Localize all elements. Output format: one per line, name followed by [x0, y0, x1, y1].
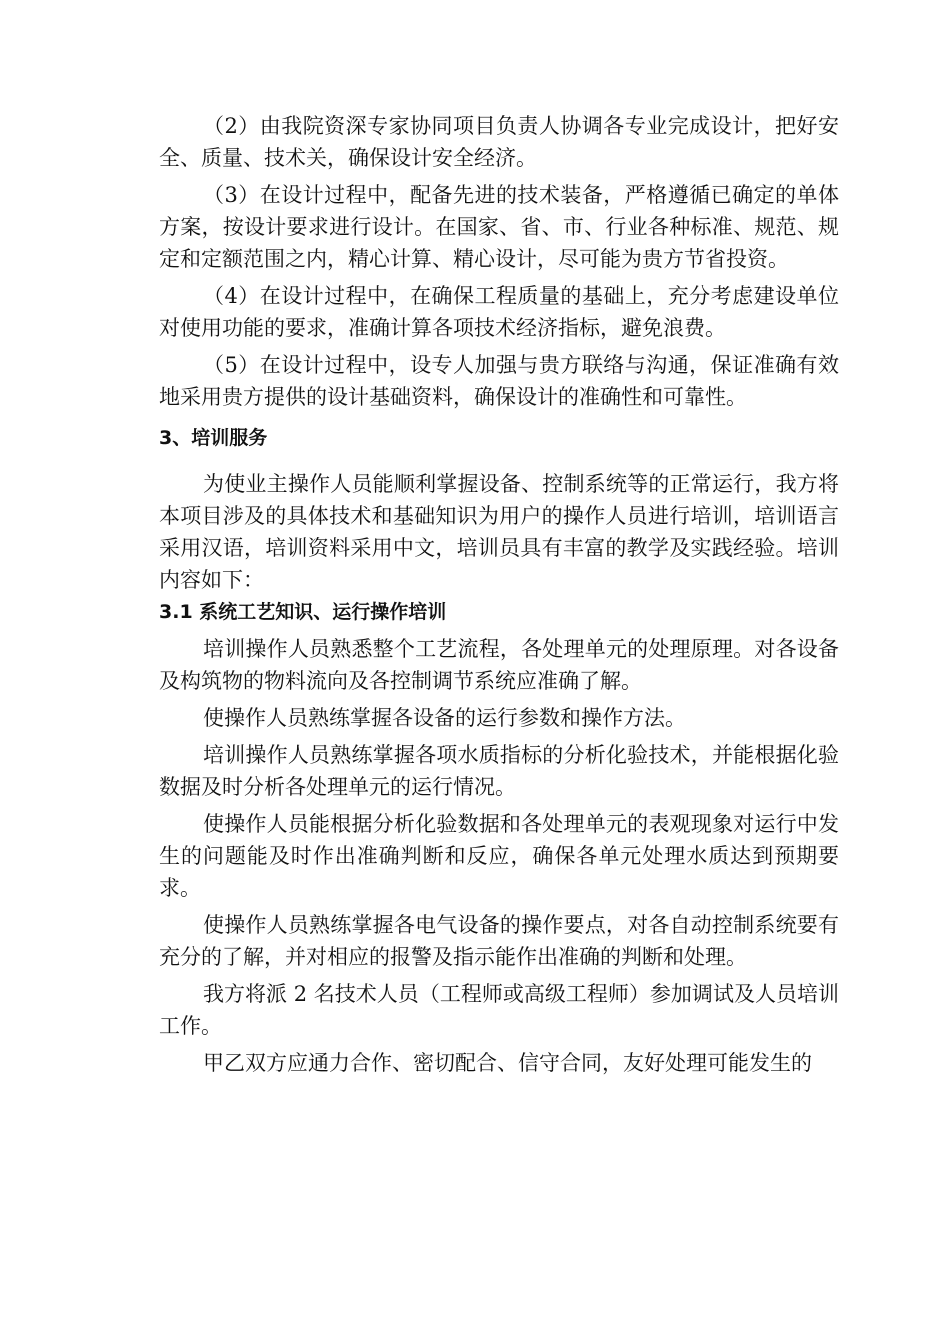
paragraph-training-7: 甲乙双方应通力合作、密切配合、信守合同，友好处理可能发生的	[203, 1051, 812, 1075]
paragraph-training-5: 使操作人员熟练掌握各电气设备的操作要点，对各自动控制系统要有充分的了解，并对相应的报警及指示能作出准确的判断和处理。	[159, 913, 839, 969]
paragraph-training-3: 培训操作人员熟练掌握各项水质指标的分析化验技术，并能根据化验数据及时分析各处理单元的运行情况。	[159, 743, 839, 799]
paragraph-training-intro: 为使业主操作人员能顺利掌握设备、控制系统等的正常运行，我方将本项目涉及的具体技术和基础知识为用户的操作人员进行培训，培训语言采用汉语，培训资料采用中文，培训员具有丰富的教学及实践经验。培训内容如下：	[159, 472, 839, 592]
paragraph-design-item-3: （3）在设计过程中，配备先进的技术装备，严格遵循已确定的单体方案，按设计要求进行设计。在国家、省、市、行业各种标准、规范、规定和定额范围之内，精心计算、精心设计，尽可能为贵方节省投资。	[159, 183, 839, 271]
document-body	[159, 110, 839, 1084]
paragraph-design-item-4: （4）在设计过程中，在确保工程质量的基础上，充分考虑建设单位对使用功能的要求，准确计算各项技术经济指标，避免浪费。	[159, 284, 839, 340]
paragraph-training-1: 培训操作人员熟悉整个工艺流程，各处理单元的处理原理。对各设备及构筑物的物料流向及各控制调节系统应准确了解。	[159, 637, 839, 693]
paragraph-training-2: 使操作人员熟练掌握各设备的运行参数和操作方法。	[203, 706, 686, 730]
section-heading-training: 3、培训服务	[159, 427, 268, 449]
paragraph-design-item-2: （2）由我院资深专家协同项目负责人协调各专业完成设计，把好安全、质量、技术关，确保设计安全经济。	[159, 114, 839, 170]
subsection-heading-process-training: 3.1 系统工艺知识、运行操作培训	[159, 601, 447, 623]
paragraph-training-4: 使操作人员能根据分析化验数据和各处理单元的表观现象对运行中发生的问题能及时作出准确判断和反应，确保各单元处理水质达到预期要求。	[159, 812, 839, 900]
paragraph-training-6: 我方将派 2 名技术人员（工程师或高级工程师）参加调试及人员培训工作。	[159, 982, 839, 1038]
paragraph-design-item-5: （5）在设计过程中，设专人加强与贵方联络与沟通，保证准确有效地采用贵方提供的设计基础资料，确保设计的准确性和可靠性。	[159, 353, 839, 409]
